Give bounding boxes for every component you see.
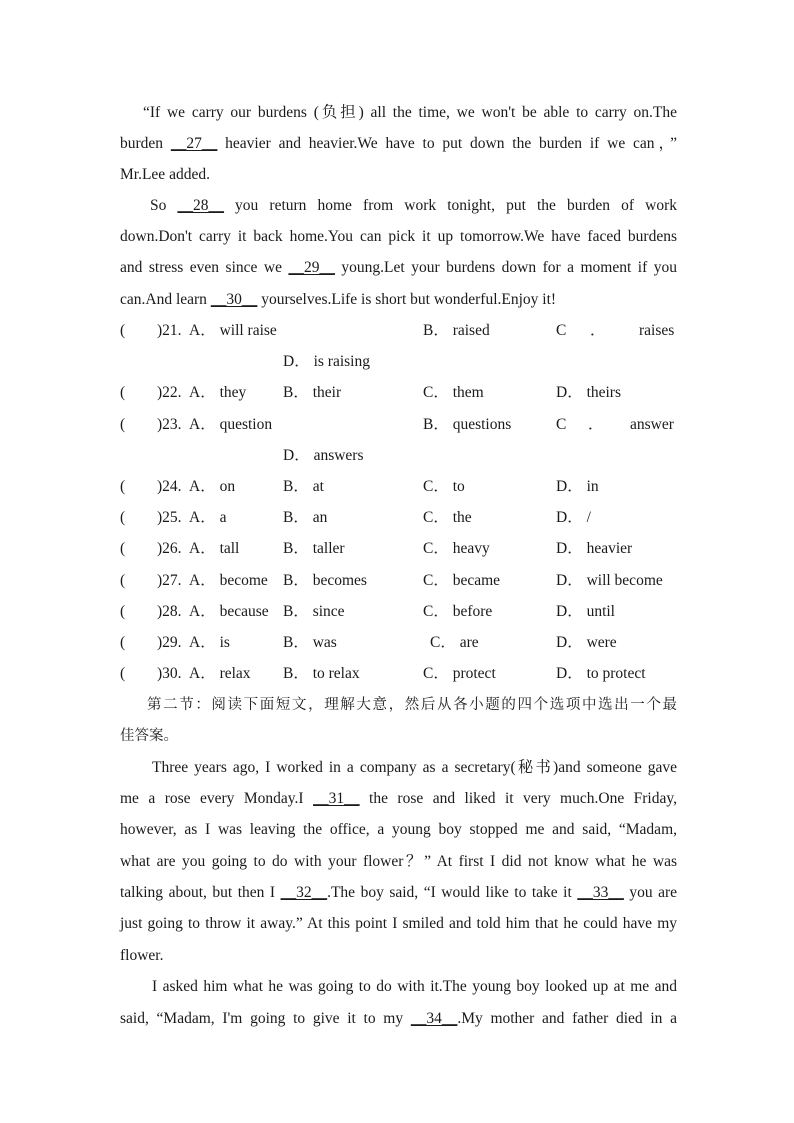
option-c[interactable]: C． protect — [423, 665, 496, 682]
text: and stress even since we — [120, 259, 289, 276]
passage2-line-4: what are you going to do with your flower？” At first I did not know what he was — [120, 853, 677, 870]
text: .My mother and father died in a — [457, 1010, 678, 1027]
option-a[interactable]: A． on — [189, 478, 236, 495]
text: So — [150, 197, 178, 214]
answer-paren[interactable]: ( — [120, 509, 126, 526]
option-c[interactable]: C． them — [423, 384, 484, 401]
passage2-line-7: flower. — [120, 947, 164, 964]
text: .The boy said, “I would like to take it — [327, 884, 578, 901]
question-number: )29. — [157, 634, 182, 651]
answer-paren[interactable]: ( — [120, 384, 126, 401]
passage2-line-6: just going to throw it away.” At this point I smiled and told him that he could have my — [120, 915, 677, 932]
option-c-letter[interactable]: C — [556, 322, 567, 339]
option-b[interactable]: B． an — [283, 509, 328, 526]
option-a[interactable]: A． question — [189, 416, 273, 433]
option-c-dot: ． — [590, 322, 606, 339]
passage2-line-2 — [120, 789, 677, 809]
question-number: )27. — [157, 572, 182, 589]
blank-28: __28__ — [177, 197, 224, 214]
option-c[interactable]: C． to — [423, 478, 465, 495]
blank-31: __31__ — [313, 790, 360, 807]
option-b[interactable]: B． becomes — [283, 572, 367, 589]
blank-30: __30__ — [210, 291, 258, 308]
answer-paren[interactable]: ( — [120, 572, 126, 589]
option-a[interactable]: A． will raise — [189, 322, 277, 339]
blank-27: __27__ — [170, 135, 218, 152]
option-d[interactable]: D． is raising — [283, 353, 370, 370]
passage2-line-9 — [120, 1009, 677, 1029]
answer-paren[interactable]: ( — [120, 540, 126, 557]
blank-32: __32__ — [280, 884, 328, 901]
question-number: )25. — [157, 509, 182, 526]
option-c[interactable]: C． are — [430, 634, 479, 651]
blank-34: __34__ — [410, 1010, 458, 1027]
text: you are — [623, 884, 678, 901]
option-d[interactable]: D． to protect — [556, 665, 646, 682]
text: said, “Madam, I'm going to give it to my — [120, 1010, 411, 1027]
option-d[interactable]: D． heavier — [556, 540, 633, 557]
passage1-line-3: Mr.Lee added. — [120, 166, 210, 183]
text: burden — [120, 135, 171, 152]
passage2-line-3: however, as I was leaving the office, a young boy stopped me and said, “Madam, — [120, 821, 677, 838]
question-number: )23. — [157, 416, 182, 433]
text: heavier and heavier.We have to put down the burden if we can，” — [217, 135, 678, 152]
text: young.Let your burdens down for a moment if you — [334, 259, 677, 276]
option-a[interactable]: A． is — [189, 634, 230, 651]
passage2-line-1: Three years ago, I worked in a company as a secretary(秘书)and someone gave — [152, 759, 677, 776]
option-a[interactable]: A． become — [189, 572, 268, 589]
option-d[interactable]: D． were — [556, 634, 617, 651]
option-b[interactable]: B． their — [283, 384, 342, 401]
answer-paren[interactable]: ( — [120, 478, 126, 495]
question-number: )26. — [157, 540, 182, 557]
passage2-line-8: I asked him what he was going to do with it.The young boy looked up at me and — [152, 978, 677, 995]
answer-paren[interactable]: ( — [120, 603, 126, 620]
option-a[interactable]: A． they — [189, 384, 247, 401]
question-number: )21. — [157, 322, 182, 339]
blank-29: __29__ — [288, 259, 335, 276]
passage1-line-1: “If we carry our burdens (负担) all the time, we won't be able to carry on.The — [143, 104, 677, 121]
option-b[interactable]: B． to relax — [283, 665, 360, 682]
option-c[interactable]: C． heavy — [423, 540, 490, 557]
answer-paren[interactable]: ( — [120, 416, 126, 433]
option-a[interactable]: A． because — [189, 603, 269, 620]
question-number: )22. — [157, 384, 182, 401]
option-a[interactable]: A． relax — [189, 665, 251, 682]
option-c-dot: ． — [588, 416, 604, 433]
option-a[interactable]: A． tall — [189, 540, 240, 557]
option-b[interactable]: B． taller — [283, 540, 345, 557]
section-heading: 第二节：阅读下面短文，理解大意，然后从各小题的四个选项中选出一个最 — [147, 697, 677, 713]
passage1-line-4 — [150, 196, 677, 216]
option-b[interactable]: B． since — [283, 603, 345, 620]
question-number: )30. — [157, 665, 182, 682]
option-c-text[interactable]: raises — [639, 322, 675, 339]
blank-33: __33__ — [577, 884, 624, 901]
text: me a rose every Monday.I — [120, 790, 314, 807]
option-c-text[interactable]: answer — [630, 416, 674, 433]
passage1-line-6 — [120, 258, 677, 278]
text: the rose and liked it very much.One Friday, — [359, 790, 677, 807]
option-d[interactable]: D． will become — [556, 572, 663, 589]
option-d[interactable]: D． theirs — [556, 384, 622, 401]
text: talking about, but then I — [120, 884, 281, 901]
option-d[interactable]: D． until — [556, 603, 615, 620]
question-number: )24. — [157, 478, 182, 495]
option-a[interactable]: A． a — [189, 509, 227, 526]
answer-paren[interactable]: ( — [120, 322, 126, 339]
option-c-letter[interactable]: C — [556, 416, 567, 433]
option-d[interactable]: D． / — [556, 509, 591, 526]
option-b[interactable]: B． raised — [423, 322, 490, 339]
answer-paren[interactable]: ( — [120, 634, 126, 651]
question-number: )28. — [157, 603, 182, 620]
option-b[interactable]: B． at — [283, 478, 324, 495]
option-c[interactable]: C． before — [423, 603, 493, 620]
text: you return home from work tonight, put the burden of work — [223, 197, 677, 214]
text: can.And learn — [120, 291, 211, 308]
passage1-line-2 — [120, 134, 677, 154]
option-c[interactable]: C． the — [423, 509, 472, 526]
option-d[interactable]: D． in — [556, 478, 599, 495]
passage1-line-5: down.Don't carry it back home.You can pick it up tomorrow.We have faced burdens — [120, 228, 677, 245]
answer-paren[interactable]: ( — [120, 665, 126, 682]
option-b[interactable]: B． was — [283, 634, 337, 651]
option-c[interactable]: C． became — [423, 572, 501, 589]
passage1-line-7 — [120, 290, 677, 310]
text: yourselves.Life is short but wonderful.Enjoy it! — [257, 291, 557, 308]
option-b[interactable]: B． questions — [423, 416, 512, 433]
passage2-line-5 — [120, 883, 677, 903]
option-d[interactable]: D． answers — [283, 447, 364, 464]
section-heading-cont: 佳答案。 — [120, 728, 178, 744]
